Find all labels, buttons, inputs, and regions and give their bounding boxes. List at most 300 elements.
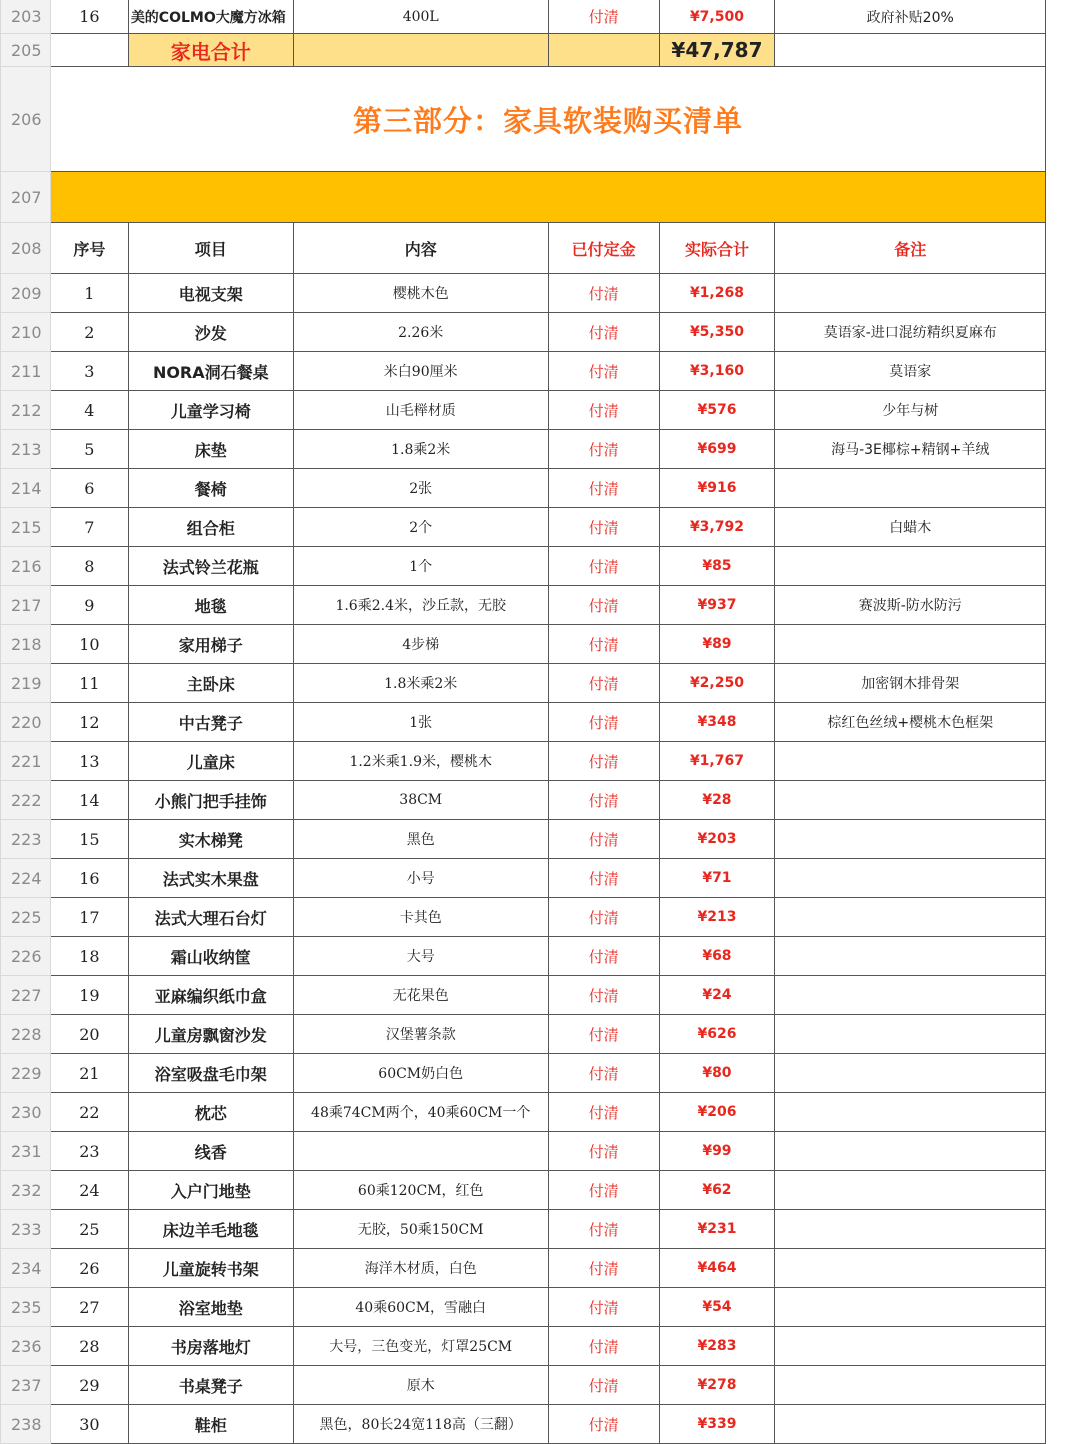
appliance-total-row: [1, 34, 1080, 67]
seq-cell[interactable]: 27: [50, 1288, 128, 1327]
seq-cell[interactable]: 2: [50, 313, 128, 352]
paid-cell[interactable]: 付清: [548, 1093, 659, 1132]
item-cell[interactable]: 美的COLMO大魔方冰箱: [128, 0, 293, 34]
row-header[interactable]: 236: [1, 1327, 51, 1366]
row-header[interactable]: 218: [1, 625, 51, 664]
table-row: [1, 313, 1080, 352]
content-cell[interactable]: 1.8米乘2米: [293, 664, 548, 703]
row-header[interactable]: 219: [1, 664, 51, 703]
note-cell[interactable]: [775, 859, 1046, 898]
table-row: [1, 859, 1080, 898]
content-cell[interactable]: 60CM奶白色: [293, 1054, 548, 1093]
table-row: [1, 664, 1080, 703]
item-cell[interactable]: 亚麻编织纸巾盒: [128, 976, 293, 1015]
price-cell[interactable]: ¥3,160: [659, 352, 775, 391]
column-header-row: [1, 223, 1080, 274]
table-row: [1, 469, 1080, 508]
table-row: [1, 1288, 1080, 1327]
note-cell[interactable]: 赛波斯-防水防污: [775, 586, 1046, 625]
col-header-content[interactable]: 内容: [293, 223, 548, 274]
item-cell[interactable]: 儿童旋转书架: [128, 1249, 293, 1288]
col-header-item[interactable]: 项目: [128, 223, 293, 274]
seq-cell[interactable]: 30: [50, 1405, 128, 1444]
note-cell[interactable]: 少年与树: [775, 391, 1046, 430]
item-cell[interactable]: 餐椅: [128, 469, 293, 508]
content-cell[interactable]: 汉堡薯条款: [293, 1015, 548, 1054]
note-cell[interactable]: [775, 1249, 1046, 1288]
note-cell[interactable]: [775, 547, 1046, 586]
paid-cell[interactable]: 付清: [548, 0, 659, 34]
paid-cell[interactable]: 付清: [548, 976, 659, 1015]
paid-cell[interactable]: 付清: [548, 1132, 659, 1171]
empty-cell: [1046, 430, 1080, 469]
row-header[interactable]: 227: [1, 976, 51, 1015]
content-cell[interactable]: 60乘120CM，红色: [293, 1171, 548, 1210]
seq-cell[interactable]: 23: [50, 1132, 128, 1171]
seq-cell[interactable]: 8: [50, 547, 128, 586]
seq-cell[interactable]: 7: [50, 508, 128, 547]
appliance-total-value[interactable]: ¥47,787: [659, 34, 775, 67]
row-header[interactable]: 216: [1, 547, 51, 586]
content-cell[interactable]: 4步梯: [293, 625, 548, 664]
note-cell[interactable]: 海马-3E椰棕+精钢+羊绒: [775, 430, 1046, 469]
paid-cell[interactable]: 付清: [548, 820, 659, 859]
content-cell[interactable]: 山毛榉材质: [293, 391, 548, 430]
content-cell[interactable]: 400L: [293, 0, 548, 34]
note-cell[interactable]: [775, 781, 1046, 820]
price-cell[interactable]: ¥5,350: [659, 313, 775, 352]
seq-cell[interactable]: 10: [50, 625, 128, 664]
section-title[interactable]: 第三部分：家具软装购买清单: [50, 67, 1045, 172]
note-cell[interactable]: [775, 1288, 1046, 1327]
content-cell[interactable]: 黑色: [293, 820, 548, 859]
paid-cell[interactable]: 付清: [548, 313, 659, 352]
empty-cell: [1046, 1288, 1080, 1327]
paid-cell[interactable]: 付清: [548, 1366, 659, 1405]
row-header[interactable]: 225: [1, 898, 51, 937]
paid-cell[interactable]: 付清: [548, 898, 659, 937]
paid-cell[interactable]: 付清: [548, 1288, 659, 1327]
row-header[interactable]: 209: [1, 274, 51, 313]
seq-cell[interactable]: 5: [50, 430, 128, 469]
seq-cell[interactable]: 24: [50, 1171, 128, 1210]
row-header[interactable]: 233: [1, 1210, 51, 1249]
content-cell[interactable]: 1.2米乘1.9米，樱桃木: [293, 742, 548, 781]
row-header[interactable]: 230: [1, 1093, 51, 1132]
empty-cell: [1046, 625, 1080, 664]
content-cell[interactable]: 小号: [293, 859, 548, 898]
row-header[interactable]: 205: [1, 34, 51, 67]
row-header[interactable]: 208: [1, 223, 51, 274]
seq-cell[interactable]: 12: [50, 703, 128, 742]
price-cell[interactable]: ¥231: [659, 1210, 775, 1249]
item-cell[interactable]: 枕芯: [128, 1093, 293, 1132]
empty-cell: [1046, 67, 1080, 172]
paid-cell[interactable]: 付清: [548, 1015, 659, 1054]
seq-cell[interactable]: 25: [50, 1210, 128, 1249]
row-header[interactable]: 232: [1, 1171, 51, 1210]
row-header[interactable]: 226: [1, 937, 51, 976]
col-header-seq[interactable]: 序号: [50, 223, 128, 274]
content-cell[interactable]: 无花果色: [293, 976, 548, 1015]
table-row: [1, 352, 1080, 391]
price-cell[interactable]: ¥1,268: [659, 274, 775, 313]
content-cell[interactable]: 大号: [293, 937, 548, 976]
row-header[interactable]: 228: [1, 1015, 51, 1054]
seq-cell[interactable]: 4: [50, 391, 128, 430]
empty-cell: [1046, 172, 1080, 223]
item-cell[interactable]: 电视支架: [128, 274, 293, 313]
table-row: [1, 703, 1080, 742]
table-row: [1, 1366, 1080, 1405]
paid-cell[interactable]: 付清: [548, 937, 659, 976]
paid-cell[interactable]: 付清: [548, 742, 659, 781]
empty-cell: [1046, 820, 1080, 859]
paid-cell[interactable]: 付清: [548, 1054, 659, 1093]
price-cell[interactable]: ¥348: [659, 703, 775, 742]
content-cell[interactable]: 原木: [293, 1366, 548, 1405]
empty-cell: [1046, 1171, 1080, 1210]
item-cell[interactable]: 法式实木果盘: [128, 859, 293, 898]
item-cell[interactable]: 法式铃兰花瓶: [128, 547, 293, 586]
price-cell[interactable]: ¥85: [659, 547, 775, 586]
seq-cell[interactable]: 17: [50, 898, 128, 937]
row-header[interactable]: 234: [1, 1249, 51, 1288]
seq-cell[interactable]: 22: [50, 1093, 128, 1132]
price-cell[interactable]: ¥3,792: [659, 508, 775, 547]
item-cell[interactable]: 床垫: [128, 430, 293, 469]
price-cell[interactable]: ¥278: [659, 1366, 775, 1405]
item-cell[interactable]: 小熊门把手挂饰: [128, 781, 293, 820]
content-cell[interactable]: 40乘60CM，雪融白: [293, 1288, 548, 1327]
item-cell[interactable]: 家用梯子: [128, 625, 293, 664]
note-cell[interactable]: [775, 898, 1046, 937]
paid-cell[interactable]: 付清: [548, 703, 659, 742]
note-cell[interactable]: 棕红色丝绒+樱桃木色框架: [775, 703, 1046, 742]
row-header[interactable]: 238: [1, 1405, 51, 1444]
empty-cell[interactable]: [775, 34, 1046, 67]
paid-cell[interactable]: 付清: [548, 508, 659, 547]
row-header[interactable]: 213: [1, 430, 51, 469]
row-header[interactable]: 217: [1, 586, 51, 625]
item-cell[interactable]: 入户门地垫: [128, 1171, 293, 1210]
paid-cell[interactable]: 付清: [548, 391, 659, 430]
empty-cell: [1046, 1093, 1080, 1132]
paid-cell[interactable]: 付清: [548, 1327, 659, 1366]
seq-cell[interactable]: 29: [50, 1366, 128, 1405]
price-cell[interactable]: ¥626: [659, 1015, 775, 1054]
row-header[interactable]: 222: [1, 781, 51, 820]
content-cell[interactable]: 2个: [293, 508, 548, 547]
item-cell[interactable]: 儿童房飘窗沙发: [128, 1015, 293, 1054]
empty-cell: [1046, 976, 1080, 1015]
price-cell[interactable]: ¥213: [659, 898, 775, 937]
note-cell[interactable]: [775, 976, 1046, 1015]
note-cell[interactable]: [775, 937, 1046, 976]
table-row: [1, 1327, 1080, 1366]
content-cell[interactable]: 大号，三色变光，灯罩25CM: [293, 1327, 548, 1366]
paid-cell[interactable]: 付清: [548, 274, 659, 313]
item-cell[interactable]: 实木梯凳: [128, 820, 293, 859]
seq-cell[interactable]: 13: [50, 742, 128, 781]
note-cell[interactable]: [775, 1366, 1046, 1405]
note-cell[interactable]: 加密钢木排骨架: [775, 664, 1046, 703]
table-row: [1, 586, 1080, 625]
note-cell[interactable]: 白蜡木: [775, 508, 1046, 547]
price-cell[interactable]: ¥576: [659, 391, 775, 430]
paid-cell[interactable]: 付清: [548, 430, 659, 469]
empty-cell: [1046, 742, 1080, 781]
row-header[interactable]: 221: [1, 742, 51, 781]
price-cell[interactable]: ¥54: [659, 1288, 775, 1327]
item-cell[interactable]: 霜山收纳筐: [128, 937, 293, 976]
empty-cell: [1046, 1015, 1080, 1054]
empty-cell: [1046, 703, 1080, 742]
seq-cell[interactable]: 3: [50, 352, 128, 391]
table-row: [1, 430, 1080, 469]
item-cell[interactable]: 中古凳子: [128, 703, 293, 742]
price-cell[interactable]: ¥916: [659, 469, 775, 508]
empty-cell: [1046, 391, 1080, 430]
price-cell[interactable]: ¥80: [659, 1054, 775, 1093]
item-cell[interactable]: 书桌凳子: [128, 1366, 293, 1405]
empty-cell: [1046, 0, 1080, 34]
price-cell[interactable]: ¥89: [659, 625, 775, 664]
note-cell[interactable]: [775, 1015, 1046, 1054]
item-cell[interactable]: 床边羊毛地毯: [128, 1210, 293, 1249]
empty-cell: [1046, 1249, 1080, 1288]
paid-cell[interactable]: 付清: [548, 469, 659, 508]
content-cell[interactable]: 2.26米: [293, 313, 548, 352]
empty-cell: [1046, 352, 1080, 391]
empty-cell: [1046, 1054, 1080, 1093]
price-cell[interactable]: ¥62: [659, 1171, 775, 1210]
price-cell[interactable]: ¥339: [659, 1405, 775, 1444]
note-cell[interactable]: [775, 1054, 1046, 1093]
item-cell[interactable]: 线香: [128, 1132, 293, 1171]
paid-cell[interactable]: 付清: [548, 1405, 659, 1444]
empty-cell: [1046, 1366, 1080, 1405]
content-cell[interactable]: 1个: [293, 547, 548, 586]
note-cell[interactable]: 政府补贴20%: [775, 0, 1046, 34]
note-cell[interactable]: [775, 625, 1046, 664]
content-cell[interactable]: 米白90厘米: [293, 352, 548, 391]
note-cell[interactable]: [775, 1210, 1046, 1249]
empty-cell: [1046, 223, 1080, 274]
empty-cell[interactable]: [548, 34, 659, 67]
price-cell[interactable]: ¥283: [659, 1327, 775, 1366]
col-header-note[interactable]: 备注: [775, 223, 1046, 274]
table-row: [1, 625, 1080, 664]
paid-cell[interactable]: 付清: [548, 1210, 659, 1249]
price-cell[interactable]: ¥24: [659, 976, 775, 1015]
empty-cell: [1046, 664, 1080, 703]
item-cell[interactable]: 沙发: [128, 313, 293, 352]
table-row: [1, 820, 1080, 859]
seq-cell[interactable]: 14: [50, 781, 128, 820]
table-row: [1, 1171, 1080, 1210]
price-cell[interactable]: ¥464: [659, 1249, 775, 1288]
price-cell[interactable]: ¥68: [659, 937, 775, 976]
orange-band-row: [1, 172, 1080, 223]
content-cell[interactable]: [293, 1132, 548, 1171]
row-header[interactable]: 203: [1, 0, 51, 34]
price-cell[interactable]: ¥71: [659, 859, 775, 898]
content-cell[interactable]: 2张: [293, 469, 548, 508]
empty-cell: [1046, 547, 1080, 586]
seq-cell[interactable]: 6: [50, 469, 128, 508]
empty-cell: [1046, 1132, 1080, 1171]
row-header[interactable]: 210: [1, 313, 51, 352]
empty-cell: [1046, 781, 1080, 820]
price-cell[interactable]: ¥28: [659, 781, 775, 820]
paid-cell[interactable]: 付清: [548, 547, 659, 586]
table-row: [1, 742, 1080, 781]
row-header[interactable]: 237: [1, 1366, 51, 1405]
content-cell[interactable]: 1张: [293, 703, 548, 742]
table-row: [1, 1249, 1080, 1288]
row-header[interactable]: 212: [1, 391, 51, 430]
empty-cell: [1046, 469, 1080, 508]
price-cell[interactable]: ¥1,767: [659, 742, 775, 781]
empty-cell: [1046, 898, 1080, 937]
item-cell[interactable]: 浴室吸盘毛巾架: [128, 1054, 293, 1093]
empty-cell: [1046, 34, 1080, 67]
seq-cell[interactable]: 16: [50, 859, 128, 898]
table-row: [1, 937, 1080, 976]
paid-cell[interactable]: 付清: [548, 859, 659, 898]
col-header-deposit[interactable]: 已付定金: [548, 223, 659, 274]
row-header[interactable]: 215: [1, 508, 51, 547]
content-cell[interactable]: 无胶，50乘150CM: [293, 1210, 548, 1249]
note-cell[interactable]: [775, 742, 1046, 781]
note-cell[interactable]: [775, 1171, 1046, 1210]
note-cell[interactable]: [775, 1327, 1046, 1366]
paid-cell[interactable]: 付清: [548, 1171, 659, 1210]
seq-cell[interactable]: 21: [50, 1054, 128, 1093]
item-cell[interactable]: 浴室地垫: [128, 1288, 293, 1327]
row-header[interactable]: 235: [1, 1288, 51, 1327]
note-cell[interactable]: 莫语家: [775, 352, 1046, 391]
row-header[interactable]: 214: [1, 469, 51, 508]
item-cell[interactable]: 鞋柜: [128, 1405, 293, 1444]
item-cell[interactable]: 儿童床: [128, 742, 293, 781]
seq-cell[interactable]: 26: [50, 1249, 128, 1288]
price-cell[interactable]: ¥937: [659, 586, 775, 625]
seq-cell[interactable]: 1: [50, 274, 128, 313]
row-header[interactable]: 223: [1, 820, 51, 859]
empty-cell: [1046, 1405, 1080, 1444]
paid-cell[interactable]: 付清: [548, 625, 659, 664]
table-row: [1, 274, 1080, 313]
price-cell[interactable]: ¥206: [659, 1093, 775, 1132]
note-cell[interactable]: 莫语家-进口混纺精织夏麻布: [775, 313, 1046, 352]
price-cell[interactable]: ¥699: [659, 430, 775, 469]
empty-cell[interactable]: [293, 34, 548, 67]
seq-cell[interactable]: 18: [50, 937, 128, 976]
empty-cell: [1046, 508, 1080, 547]
item-cell[interactable]: 组合柜: [128, 508, 293, 547]
price-cell[interactable]: ¥203: [659, 820, 775, 859]
note-cell[interactable]: [775, 1132, 1046, 1171]
empty-cell: [1046, 1327, 1080, 1366]
note-cell[interactable]: [775, 1093, 1046, 1132]
item-cell[interactable]: 地毯: [128, 586, 293, 625]
seq-cell[interactable]: 28: [50, 1327, 128, 1366]
content-cell[interactable]: 卡其色: [293, 898, 548, 937]
table-row: [1, 898, 1080, 937]
table-row: [1, 1132, 1080, 1171]
seq-cell[interactable]: 9: [50, 586, 128, 625]
seq-cell[interactable]: 16: [50, 0, 128, 34]
seq-cell[interactable]: 20: [50, 1015, 128, 1054]
table-row: [1, 547, 1080, 586]
item-cell[interactable]: NORA洞石餐桌: [128, 352, 293, 391]
seq-cell[interactable]: 11: [50, 664, 128, 703]
content-cell[interactable]: 38CM: [293, 781, 548, 820]
row-header[interactable]: 220: [1, 703, 51, 742]
paid-cell[interactable]: 付清: [548, 781, 659, 820]
row-header[interactable]: 231: [1, 1132, 51, 1171]
empty-cell: [1046, 859, 1080, 898]
empty-cell: [1046, 313, 1080, 352]
price-cell[interactable]: ¥2,250: [659, 664, 775, 703]
note-cell[interactable]: [775, 274, 1046, 313]
table-row: [1, 1015, 1080, 1054]
seq-cell[interactable]: 19: [50, 976, 128, 1015]
table-row: [1, 508, 1080, 547]
content-cell[interactable]: 黑色，80长24宽118高（三翻）: [293, 1405, 548, 1444]
content-cell[interactable]: 樱桃木色: [293, 274, 548, 313]
paid-cell[interactable]: 付清: [548, 1249, 659, 1288]
paid-cell[interactable]: 付清: [548, 352, 659, 391]
item-cell[interactable]: 书房落地灯: [128, 1327, 293, 1366]
row-header[interactable]: 206: [1, 67, 51, 172]
table-row: [1, 391, 1080, 430]
empty-cell: [1046, 274, 1080, 313]
row-header[interactable]: 207: [1, 172, 51, 223]
note-cell[interactable]: [775, 820, 1046, 859]
table-row: [1, 1093, 1080, 1132]
section-title-row: [1, 67, 1080, 172]
row-header[interactable]: 229: [1, 1054, 51, 1093]
note-cell[interactable]: [775, 1405, 1046, 1444]
row-header[interactable]: 211: [1, 352, 51, 391]
col-header-actual[interactable]: 实际合计: [659, 223, 775, 274]
empty-cell[interactable]: [50, 34, 128, 67]
content-cell[interactable]: 48乘74CM两个，40乘60CM一个: [293, 1093, 548, 1132]
item-cell[interactable]: 法式大理石台灯: [128, 898, 293, 937]
row-header[interactable]: 224: [1, 859, 51, 898]
paid-cell[interactable]: 付清: [548, 586, 659, 625]
item-cell[interactable]: 主卧床: [128, 664, 293, 703]
seq-cell[interactable]: 15: [50, 820, 128, 859]
appliance-total-label[interactable]: 家电合计: [128, 34, 293, 67]
price-cell[interactable]: ¥99: [659, 1132, 775, 1171]
note-cell[interactable]: [775, 469, 1046, 508]
price-cell[interactable]: ¥7,500: [659, 0, 775, 34]
table-row: [1, 781, 1080, 820]
appliance-row: [1, 0, 1080, 34]
content-cell[interactable]: 1.8乘2米: [293, 430, 548, 469]
paid-cell[interactable]: 付清: [548, 664, 659, 703]
table-row: [1, 1054, 1080, 1093]
orange-band[interactable]: [50, 172, 1045, 223]
content-cell[interactable]: 海洋木材质，白色: [293, 1249, 548, 1288]
content-cell[interactable]: 1.6乘2.4米，沙丘款，无胶: [293, 586, 548, 625]
table-row: [1, 1405, 1080, 1444]
item-cell[interactable]: 儿童学习椅: [128, 391, 293, 430]
